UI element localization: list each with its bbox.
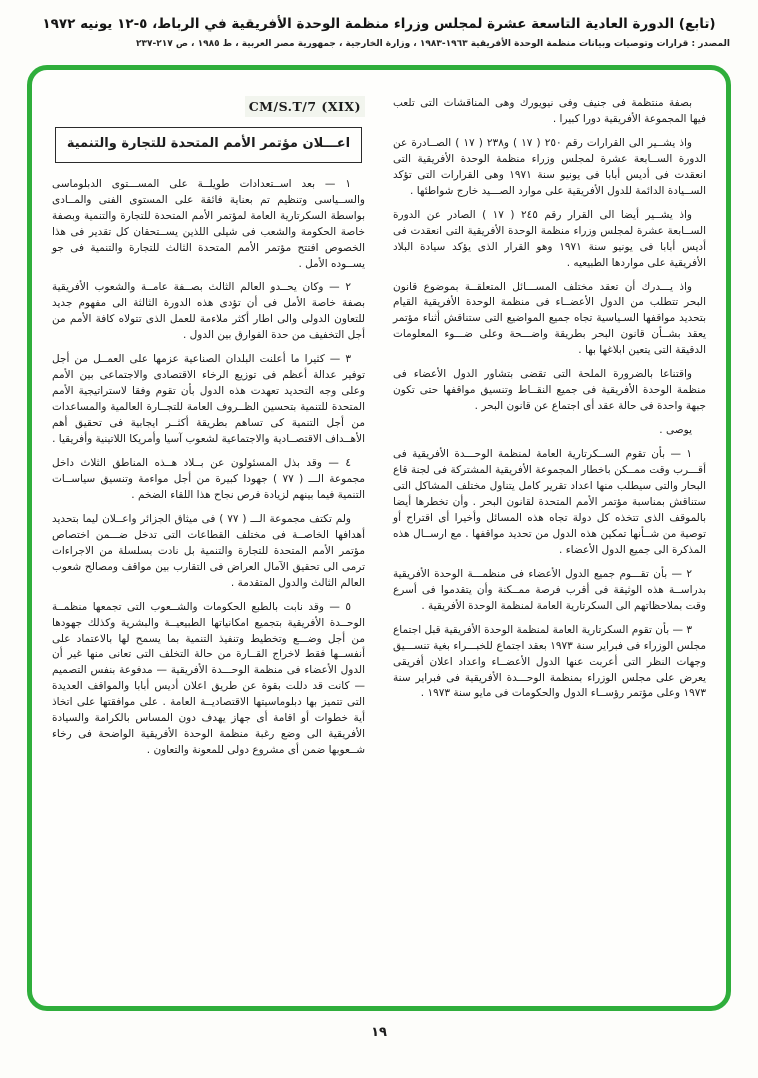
paragraph: بصفة منتظمة فى جنيف وفى نيويورك وهى المناقشات التى تلعب فيها المجموعة الأفريقية دورا كبيرا . (393, 97, 706, 125)
left-column-paragraphs (52, 177, 365, 759)
two-column-text (52, 96, 706, 767)
paragraph: واذ يشــير الى القرارات رقم ٢٥٠ ( ١٧ ) و٢٣٨ ( ١٧ ) الصــادرة عن الدورة الســابعة عشرة لمجلس وزراء منظمة الوحدة الأفريقية التى انعقدت فى أديس أبابا فى يونيو سنة ١٩٧١ وهى القرارات التى تؤكد الســيادة الدائمة للدول الأفريقية على موارد الصـــيد خارج شواطئها . (393, 136, 706, 197)
page-number: ١٩ (371, 1025, 387, 1040)
declaration-title-box (55, 127, 362, 163)
declaration-title: اعـــلان مؤتمر الأمم المتحدة للتجارة والتنمية (66, 136, 351, 151)
paragraph: واذ يشــير أيضا الى القرار رقم ٢٤٥ ( ١٧ ) الصادر عن الدورة الســابعة عشرة لمجلس وزراء منظمة الوحدة الأفريقية التى انعقدت فى أديس أبابا فى يونيو سنة ١٩٧١ وهو القرار الذى يؤكد سيادة البلاد الأفريقية على مواردها الطبيعيه . (393, 208, 706, 269)
paragraph: واذ يـــدرك أن تعقد مختلف المســـائل المتعلقــة بموضوع قانون البحر تتطلب من الدول الأعضــاء فى منظمة الوحدة الأفريقية القيام بتحديد مواقفها السـياسية تجاه جميع المواضيع التى ستناقش أثناء مؤتمر يعقد بشــأن قانون البحر بطريقة واضـــحة وعلى ضـــوء المعلومات الدقيقة التى يتعين ابلاغها بها . (393, 280, 706, 357)
left-column (52, 96, 365, 767)
right-column (393, 96, 706, 767)
paragraph: ١ — بعد اســتعدادات طويلــة على المســـتوى الدبلوماسى والســياسى وتنظيم تم بعناية فائقة على المستوى الفنى والمــادى بواسطة السكرتارية العامة لمؤتمر الأمم المتحدة للتجارة والتنمية وبصفة خاصة الحكومة والشعب فى شيلى اللذين يســتحقان كل تقدير فى هذا الخصوص افتتح مؤتمر الأمم المتحدة الثالث للتجارة والتنمية فى جو يســوده الأمل . (52, 177, 365, 270)
page-header (14, 16, 744, 49)
paragraph: ٢ — بأن تقـــوم جميع الدول الأعضاء فى منظمـــة الوحدة الأفريقية بدراســة هذه الوثيقة فى أقرب فرصة ممــكنة وأن يتقدموا فى أسرع وقت بملاحظاتهم الى السكرتارية العامة لمنظمة الوحدة الأفريقية . (393, 567, 706, 612)
document-frame (27, 65, 731, 1011)
paragraph: ١ — بأن تقوم الســكرتارية العامة لمنظمة الوحـــدة الأفريقية فى أقـــرب وقت ممــكن باخطار المجموعة الأفريقية المشتركة فى لجنة قاع البحار والتى سيطلب منها اعداد تقرير كامل يتناول مختلف المشاكل التى ستناقش بمناسبة مؤتمر الأمم المتحدة لقانون البحر . وأن تخطرها أيضا بالموقف الذى تتخذه كل دولة تجاه هذه المسائل وأخيرا أى اقتراح أو توصية من شــأنها تمكين هذه الدول من تحديد مواقفها . مع ارســال هذه المذكرة الى جميع الدول الأعضاء . (393, 448, 706, 556)
paragraph: ولم تكتف مجموعة الـــ ( ٧٧ ) فى ميثاق الجزائر واعــلان ليما بتحديد أهدافها الخاصــة فى مختلف القطاعات التى تدخل ضـــمن اختصاص مؤتمر الأمم المتحدة للتجارة والتنمية بل نادت بسلسلة من الاجراءات ترمى الى تحقيق الآمال العراض فى التقارب بين مواقف ومصالح شعوب العالم الثالث والدول المتقدمة . (52, 512, 365, 589)
paragraph: واقتناعا بالضرورة الملحة التى تقضى بتشاور الدول الأعضاء فى منظمة الوحدة الأفريقية فى جميع النقــاط وتنسيق مواقفها حتى تكون جبهة واحدة فى حالة عقد أى اجتماع عن قانون البحر . (393, 368, 706, 413)
paragraph: ٤ — وقد بذل المسئولون عن بــلاد هــذه المناطق الثلاث داخل مجموعة الـــ ( ٧٧ ) جهودا كبيرة من أجل مواءمة وتنسيق سياســات التنمية فيما بينهم لزيادة فرص نجاح هذا اللقاء الضخم . (52, 457, 365, 501)
paragraph: ٢ — وكان يحــدو العالم الثالث بصــفة عامــة والشعوب الأفريقية بصفة خاصة الأمل فى أن تؤدى هذه الدورة الثالثة الى مفهوم جديد للتعاون الدولى والى اطار أكثر ملاءمة للعمل الذى تتولاه كافة الأمم من أجل التخفيف من حدة الفوارق بين الدول . (52, 281, 365, 342)
paragraph: يوصى . (659, 424, 692, 437)
paragraph: ٣ — كثيرا ما أعلنت البلدان الصناعية عزمها على العمــل من أجل توفير عدالة أعظم فى توزيع الرخاء الاقتصادى والاجتماعى بين الأمم وعلى وجه التحديد تعهدت هذه الدول بأن تقوم وفقا لاستراتيجية الأمم المتحدة للتنمية بتحسين الظــروف العامة للتجــارة العالمية والمساعدات من أجل التنمية كى تساهم بطريقة أكثــر ايجابية فى تحقيق أهم الأهــداف الاقتصــادية والاجتماعية لشعوب آسيا وأمريكا اللاتينية وأفريقيا . (52, 353, 365, 446)
page-footer (14, 1025, 744, 1040)
session-title: (تابع) الدورة العادية التاسعة عشرة لمجلس وزراء منظمة الوحدة الأفريقية في الرباط، ٥-١٢ يونيه ١٩٧٢ (42, 16, 716, 32)
source-citation: المصدر : قرارات وتوصيات وبيانات منظمة الوحدة الأفريقية ١٩٦٣-١٩٨٣ ، وزارة الخارجية ، جمهورية مصر العربية ، ط ١٩٨٥ ، ص ٢١٧-٢٣٧ (135, 39, 730, 49)
paragraph: ٣ — بأن تقوم السكرتارية العامة لمنظمة الوحدة الأفريقية قبل اجتماع مجلس الوزراء فى فبراير سنة ١٩٧٣ بعقد اجتماع للخبـــراء بغية تنســـيق وجهات النظر التى أعربت عنها الدول الأعضــاء واعداد اعلان أفريقى يعرض على مجلس الوزراء بمنظمة الوحـــدة الأفريقية فى فبراير سنة ١٩٧٣ وعلى مؤتمر رؤســاء الدول والحكومات فى مايو سنة ١٩٧٣ . (393, 623, 706, 700)
paragraph: ٥ — وقد نابت بالطبع الحكومات والشــعوب التى تجمعها منظمــة الوحــدة الأفريقية بتجميع امكانياتها الطبيعيــة والبشرية وكذلك جهودها من أجل وضـــع وتخطيط وتنفيذ التنمية بما يسمح لها بالاعتماد على أنفســها فقط لاخراج القــارة من حالة التخلف التى تعانى منها غير أن الدول الأعضاء فى منظمة الوحـــدة الأفريقية — مدفوعة بنفس التصميم — كانت قد دللت بقوة عن طريق اعلان أديس أبابا والمواقف العديدة التى تتميز بها دبلوماسيتها الاقتصاديــة العامة . على موافقتها على اتخاذ أية خطوات أو اقامة أى جهاز يهدف دون المساس بالكرامة والسيادة الأفريقية الى وضع رغبة منظمة الوحدة الأفريقية الواضحة فى رخاء شــعوبها ضمن أى مشروع دولى للمعونة والتعاون . (52, 600, 365, 757)
document-reference: CM/S.T/7 (XIX) (245, 96, 365, 117)
